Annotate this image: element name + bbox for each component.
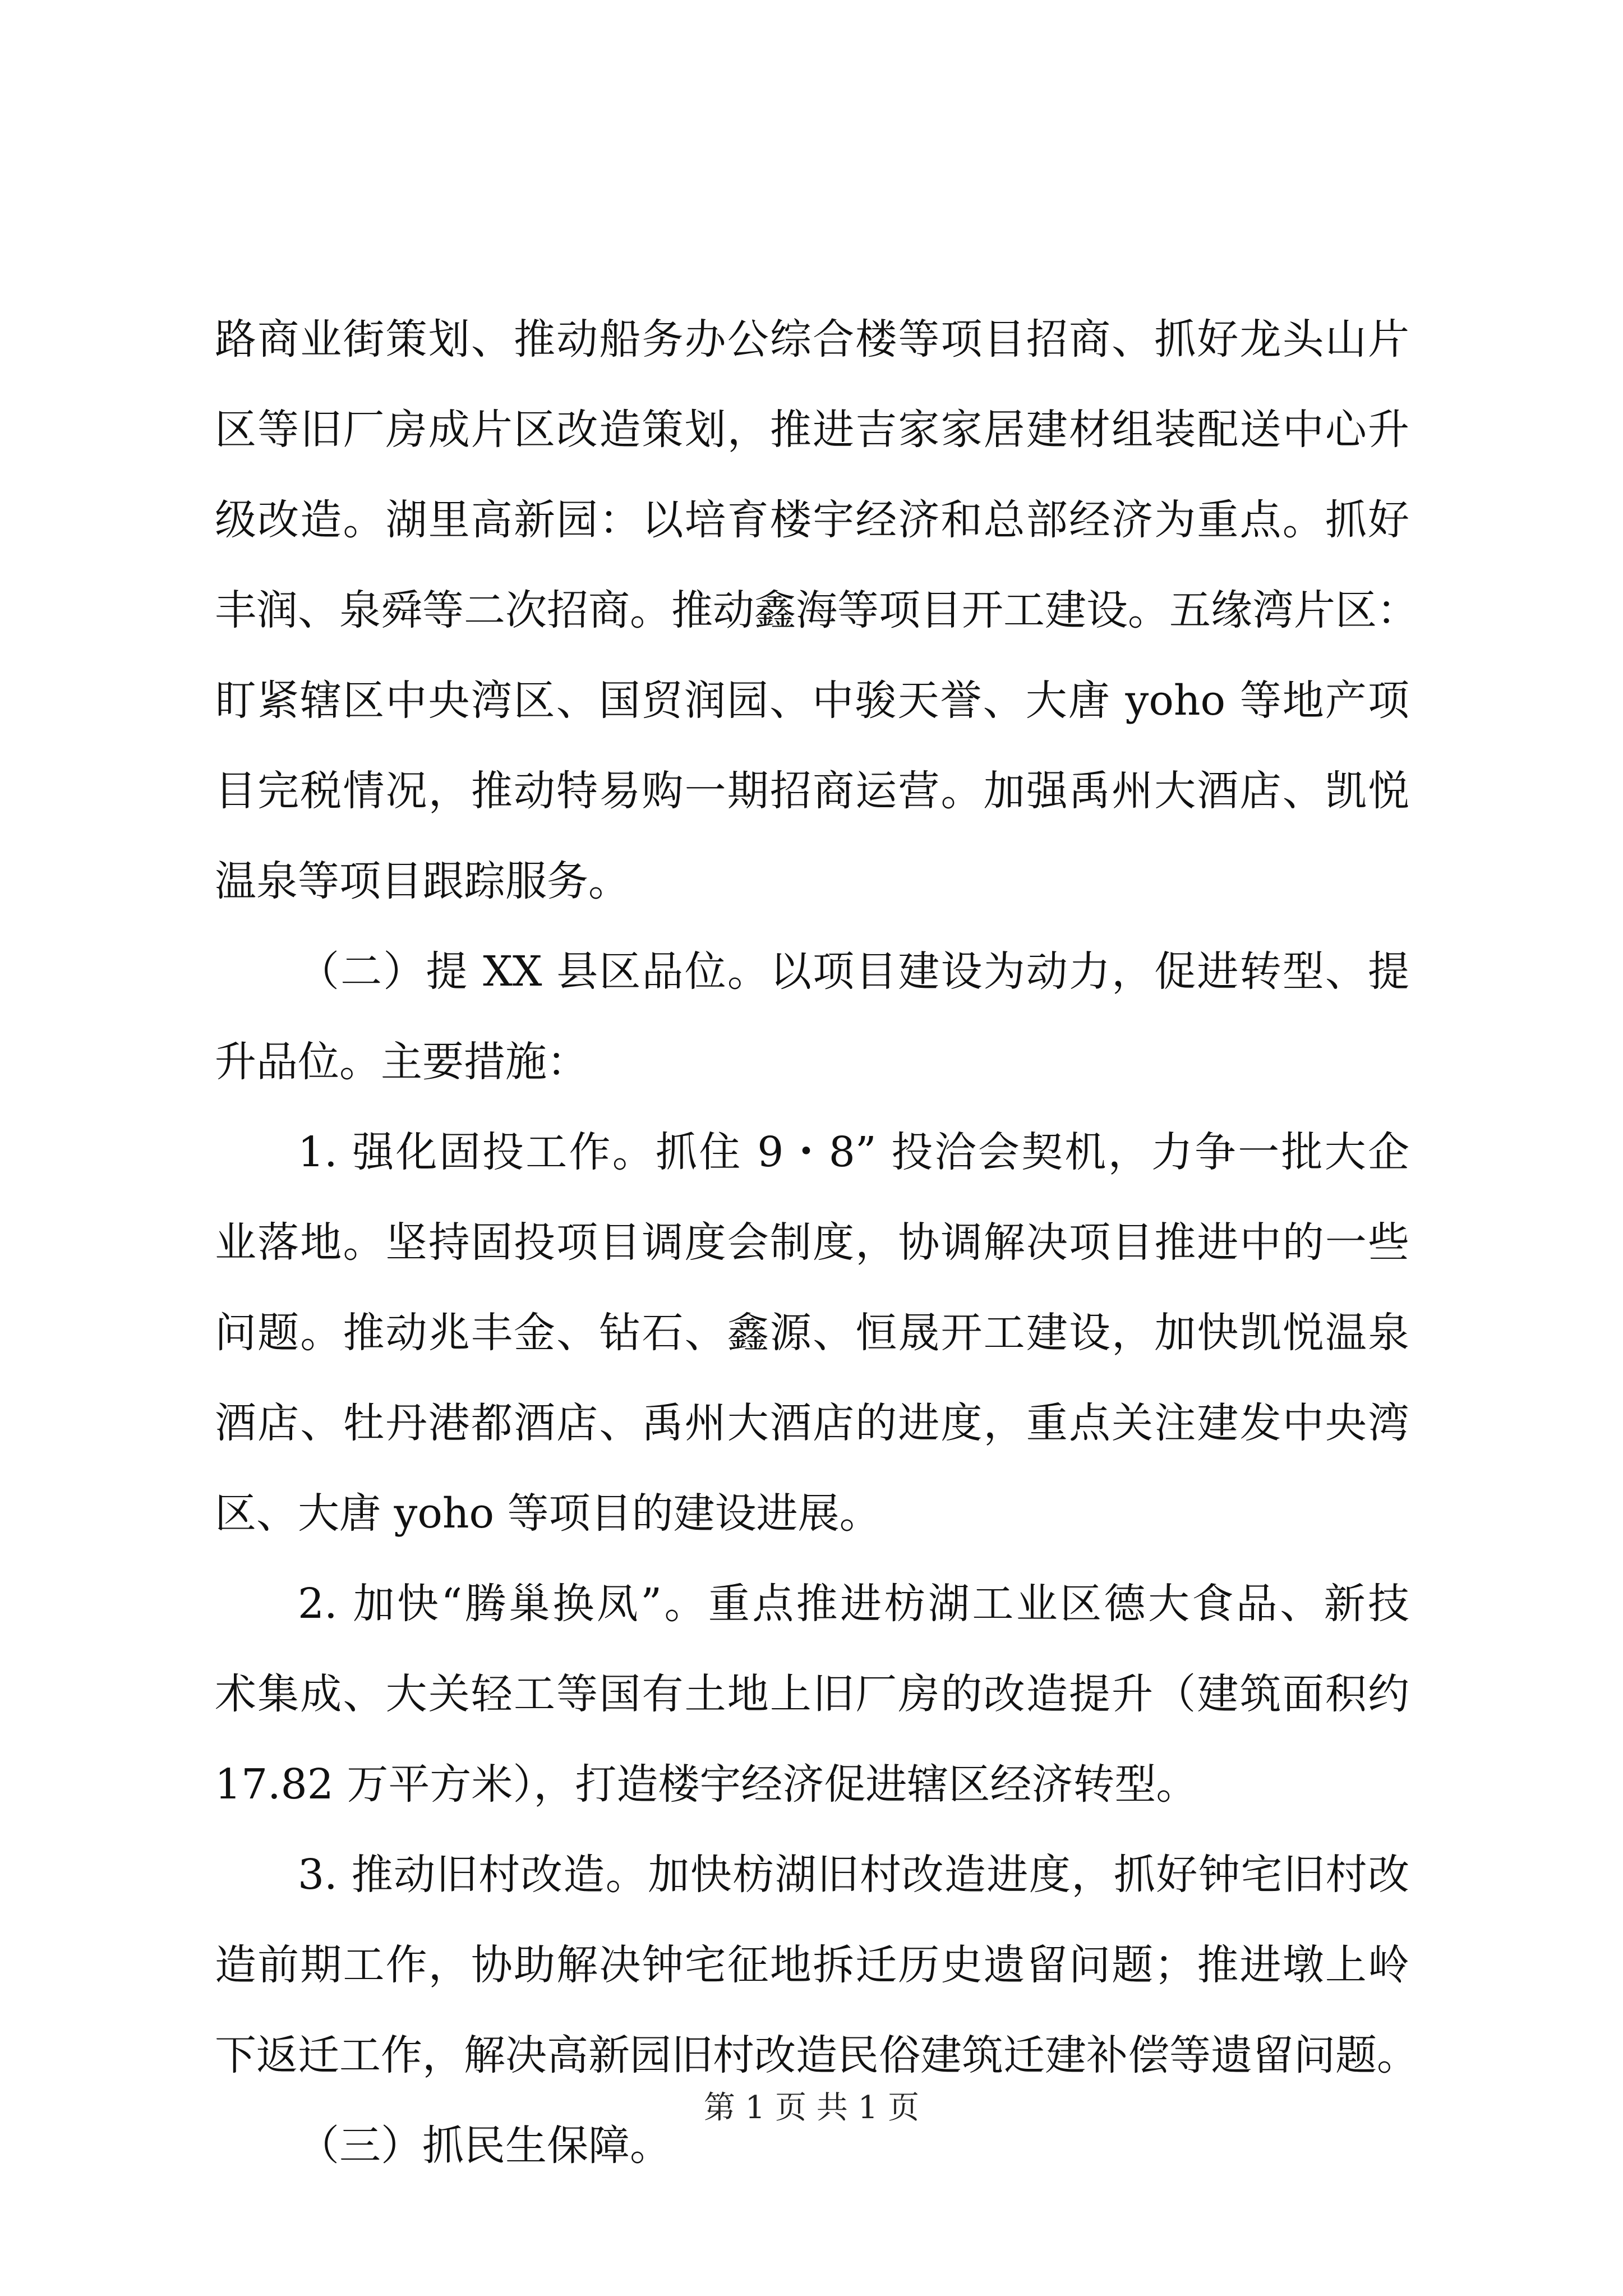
paragraph (215, 927, 1409, 1107)
text-line: 级改造。湖里高新园：以培育楼宇经济和总部经济为重点。抓好 (215, 496, 1409, 544)
text-line: 造前期工作，协助解决钟宅征地拆迁历史遗留问题；推进墩上岭 (215, 1941, 1409, 1989)
paragraph (215, 295, 1418, 927)
text-line: （二）提 XX 县区品位。以项目建设为动力，促进转型、提 (298, 947, 1409, 996)
text-line: （三）抓民生保障。 (298, 2122, 671, 2170)
text-line: 盯紧辖区中央湾区、国贸润园、中骏天誉、大唐 yoho 等地产项 (215, 677, 1409, 725)
text-line: 丰润、泉舜等二次招商。推动鑫海等项目开工建设。五缘湾片区： (215, 586, 1418, 634)
text-line: 3. 推动旧村改造。加快枋湖旧村改造进度，抓好钟宅旧村改 (298, 1851, 1409, 1899)
text-line: 1. 强化固投工作。抓住 9・8” 投洽会契机，力争一批大企 (298, 1128, 1409, 1176)
text-line: 2. 加快“腾巢换凤”。重点推进枋湖工业区德大食品、新技 (298, 1580, 1409, 1628)
page-footer: 第 1 页 共 1 页 (703, 2090, 920, 2126)
paragraph (215, 1830, 1418, 2101)
text-line: 区、大唐 yoho 等项目的建设进展。 (215, 1489, 881, 1538)
text-line: 问题。推动兆丰金、钻石、鑫源、恒晟开工建设，加快凯悦温泉 (215, 1309, 1409, 1357)
text-line: 17.82 万平方米），打造楼宇经济促进辖区经济转型。 (215, 1760, 1198, 1809)
text-line: 目完税情况，推动特易购一期招商运营。加强禹州大酒店、凯悦 (215, 767, 1409, 815)
text-line: 酒店、牡丹港都酒店、禹州大酒店的进度，重点关注建发中央湾 (215, 1399, 1409, 1447)
document-body (215, 295, 1418, 2191)
text-line: 升品位。主要措施： (215, 1038, 588, 1086)
text-line: 下返迁工作，解决高新园旧村改造民俗建筑迁建补偿等遗留问题。 (215, 2031, 1418, 2079)
text-line: 温泉等项目跟踪服务。 (215, 857, 630, 905)
paragraph (215, 1559, 1409, 1830)
text-line: 业落地。坚持固投项目调度会制度，协调解决项目推进中的一些 (215, 1218, 1409, 1267)
text-line: 区等旧厂房成片区改造策划，推进吉家家居建材组装配送中心升 (215, 406, 1409, 454)
text-line: 术集成、大关轻工等国有土地上旧厂房的改造提升（建筑面积约 (215, 1670, 1409, 1718)
paragraph (215, 1107, 1409, 1559)
text-line: 路商业街策划、推动船务办公综合楼等项目招商、抓好龙头山片 (215, 315, 1409, 364)
